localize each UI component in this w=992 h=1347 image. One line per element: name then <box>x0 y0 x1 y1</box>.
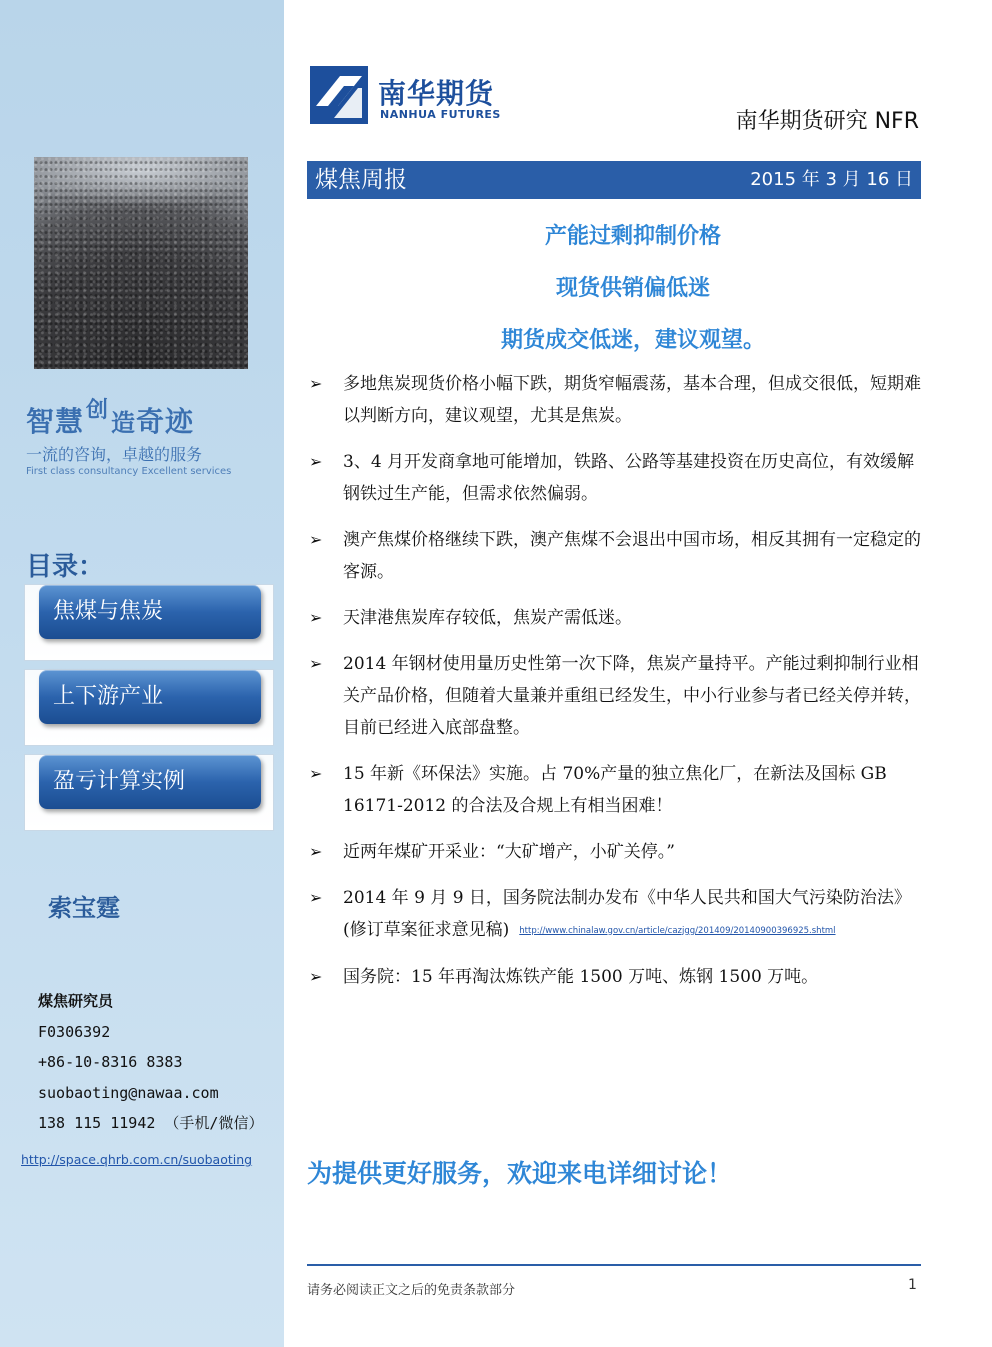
report-date: 2015 年 3 月 16 日 <box>750 169 913 190</box>
report-title-bar <box>307 161 921 199</box>
toc-button-industry-chain[interactable]: 上下游产业 <box>39 670 261 724</box>
bullet-item <box>307 368 923 432</box>
coal-pile-photo <box>34 157 248 369</box>
logo-text-cn: 南华期货 <box>378 77 495 110</box>
headline: 现货供销偏低迷 <box>555 276 710 301</box>
arrow-bullet-icon: ➢ <box>309 654 323 673</box>
bullet-text: 澳产焦煤价格继续下跌，澳产焦煤不会退出中国市场，相反其拥有一定稳定的客源。 <box>343 530 921 582</box>
bullet-text: 3、4 月开发商拿地可能增加，铁路、公路等基建投资在历史高位，有效缓解钢铁过生产能，但需求依然偏弱。 <box>343 452 915 504</box>
headlines <box>307 216 959 372</box>
toc-item-box <box>24 754 274 831</box>
sidebar <box>0 0 284 1347</box>
call-to-action: 为提供更好服务，欢迎来电详细讨论！ <box>307 1159 733 1188</box>
arrow-bullet-icon: ➢ <box>309 608 323 627</box>
slogan-en: First class consultancy Excellent services <box>26 466 232 477</box>
bullet-list <box>307 368 923 993</box>
arrow-bullet-icon: ➢ <box>309 966 323 986</box>
slogan-part-4: 奇迹 <box>136 405 195 438</box>
logo-text-en: NANHUA FUTURES <box>380 108 501 121</box>
bullet-item <box>307 524 923 588</box>
bullet-text: 多地焦炭现货价格小幅下跌，期货窄幅震荡，基本合理，但成交很低，短期难以判断方向，建议观望，尤其是焦炭。 <box>343 374 921 426</box>
analyst-name: 索宝霆 <box>48 893 120 922</box>
report-title: 煤焦周报 <box>315 167 407 193</box>
analyst-license: F0306392 <box>38 1022 111 1041</box>
analyst-email[interactable]: suobaoting@nawaa.com <box>38 1083 219 1102</box>
slogan <box>26 397 266 477</box>
headline: 产能过剩抑制价格 <box>544 224 721 249</box>
bullet-item <box>307 882 923 947</box>
bullet-item <box>307 446 923 510</box>
footer-divider <box>307 1264 921 1266</box>
toc-item-box <box>24 669 274 746</box>
arrow-bullet-icon: ➢ <box>309 888 323 907</box>
arrow-bullet-icon: ➢ <box>309 374 323 393</box>
analyst-homepage-link[interactable]: http://space.qhrb.com.cn/suobaoting <box>21 1152 253 1167</box>
slogan-headline <box>26 397 266 440</box>
arrow-bullet-icon: ➢ <box>309 764 323 783</box>
headline: 期货成交低迷，建议观望。 <box>500 328 765 353</box>
page-number: 1 <box>908 1277 917 1293</box>
toc-button-pnl-example[interactable]: 盈亏计算实例 <box>39 755 261 809</box>
bullet-text: 2014 年钢材使用量历史性第一次下降，焦炭产量持平。产能过剩抑制行业相关产品价格，但随着大量兼并重组已经发生，中小行业参与者已经关停并转，目前已经进入底部盘整。 <box>343 654 921 738</box>
toc-item-box <box>24 584 274 661</box>
arrow-bullet-icon: ➢ <box>309 842 323 861</box>
slogan-cn: 一流的咨询，卓越的服务 <box>26 445 203 464</box>
bullet-item <box>307 602 923 634</box>
bullet-item <box>307 961 923 993</box>
bullet-text: 国务院：15 年再淘汰炼铁产能 1500 万吨、炼钢 1500 万吨。 <box>343 966 819 987</box>
bullet-text: 天津港焦炭库存较低，焦炭产需低迷。 <box>343 608 632 628</box>
analyst-title: 煤焦研究员 <box>38 992 114 1010</box>
bullet-text: 15 年新《环保法》实施。占 70%产量的独立焦化厂，在新法及国标 GB 16171-2012 的合法及合规上有相当困难！ <box>343 764 887 816</box>
bullet-item <box>307 648 923 744</box>
bullet-text: 近两年煤矿开采业：“大矿增产，小矿关停。” <box>343 842 675 862</box>
toc-button-coking-coal[interactable]: 焦煤与焦炭 <box>39 585 261 639</box>
toc-title: 目录： <box>26 552 105 582</box>
arrow-bullet-icon: ➢ <box>309 452 323 471</box>
analyst-mobile: 138 115 11942 （手机/微信） <box>38 1114 264 1132</box>
slogan-part-1: 智慧 <box>26 405 85 438</box>
nanhua-logo-icon <box>310 66 368 124</box>
analyst-contact <box>38 986 263 1139</box>
analyst-phone: +86-10-8316 8383 <box>38 1053 183 1071</box>
bullet-item <box>307 836 923 868</box>
footer-disclaimer: 请务必阅读正文之后的免责条款部分 <box>307 1283 516 1298</box>
org-name: 南华期货研究 NFR <box>735 109 919 134</box>
bullet-item <box>307 758 923 822</box>
chinalaw-link[interactable]: http://www.chinalaw.gov.cn/article/cazjgg/201409/20140900396925.shtml <box>519 925 836 936</box>
bullet-text: 2014 年 9 月 9 日，国务院法制办发布《中华人民共和国大气污染防治法》(修订草案征求意见稿) <box>343 888 911 940</box>
slogan-part-3: 造 <box>111 408 137 437</box>
arrow-bullet-icon: ➢ <box>309 530 323 549</box>
slogan-part-2: 创 <box>86 397 110 423</box>
